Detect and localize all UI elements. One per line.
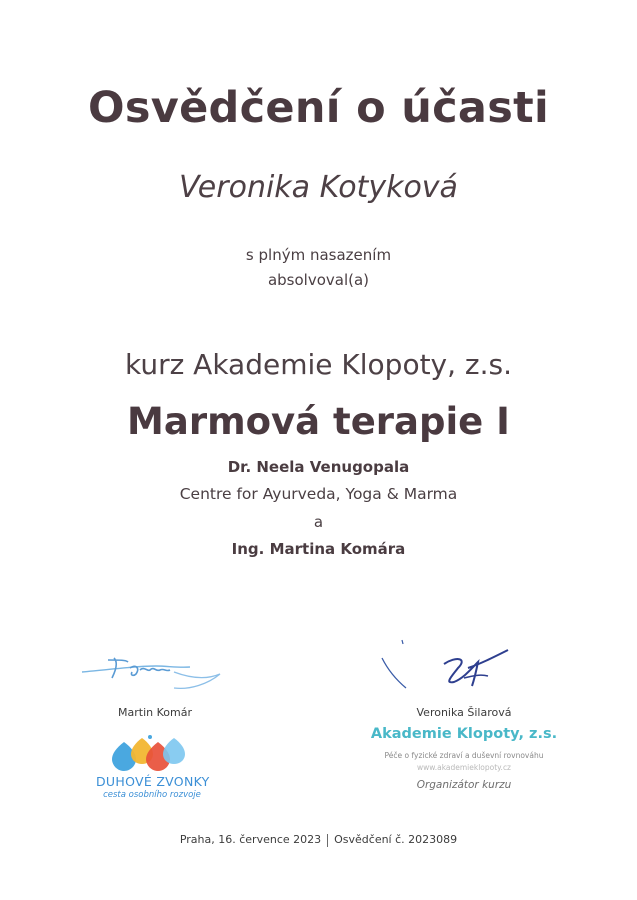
akademie-klopoty-logo-name: Akademie Klopoty, z.s. xyxy=(370,726,558,742)
lecturer-primary: Dr. Neela Venugopala xyxy=(227,458,410,476)
duhove-zvonky-tagline: cesta osobního rozvoje xyxy=(103,790,201,800)
completion-line: absolvoval(a) xyxy=(267,271,370,289)
signer-left-name: Martin Komár xyxy=(118,706,192,719)
signer-right-name: Veronika Šilarová xyxy=(416,706,512,719)
footer xyxy=(0,833,637,847)
signature-martin-komar xyxy=(78,648,228,696)
participant-name: Veronika Kotyková xyxy=(179,170,458,205)
commitment-line: s plným nasazením xyxy=(245,246,392,264)
duhove-zvonky-brand: DUHOVÉ ZVONKY xyxy=(96,774,210,789)
akademie-klopoty-website: www.akademieklopoty.cz xyxy=(417,763,511,772)
lecturer-secondary: Ing. Martina Komára xyxy=(231,540,406,558)
certificate-title: Osvědčení o účasti xyxy=(87,83,549,133)
duhove-zvonky-logo xyxy=(96,732,216,812)
certificate-number: Osvědčení č. 2023089 xyxy=(334,833,458,846)
course-title: Marmová terapie I xyxy=(127,400,510,443)
signature-veronika-silarova xyxy=(372,638,517,696)
footer-separator xyxy=(327,834,328,847)
place-date: Praha, 16. července 2023 xyxy=(179,833,322,846)
akademie-klopoty-motto: Péče o fyzické zdraví a duševní rovnováhu xyxy=(384,751,544,760)
conjunction: a xyxy=(313,513,324,531)
lecturer-organization: Centre for Ayurveda, Yoga & Marma xyxy=(179,485,458,503)
organizer-role: Organizátor kurzu xyxy=(416,779,512,791)
course-intro: kurz Akademie Klopoty, z.s. xyxy=(124,348,513,381)
drops-icon xyxy=(110,732,190,772)
